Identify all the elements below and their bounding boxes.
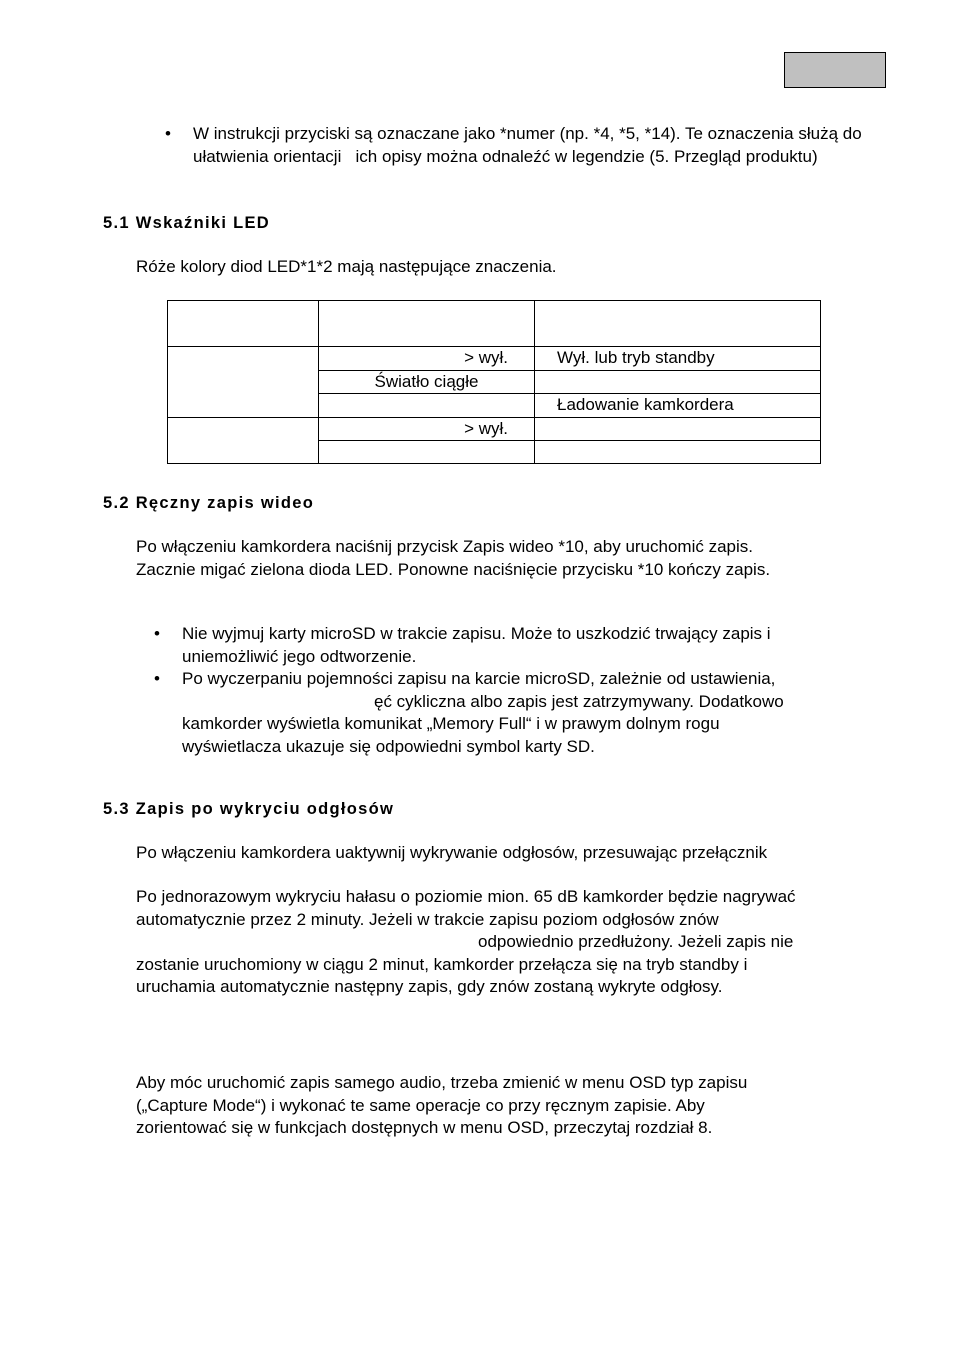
led-state-cell [319,394,535,418]
bullet-line: uniemożliwić jego odtworzenie. [182,646,417,666]
led-meaning-cell: Ładowanie kamkordera [535,394,821,418]
led-meaning-cell: Wył. lub tryb standby [535,347,821,371]
led-table-header-cell [319,301,535,347]
bullet-line: wyświetlacza ukazuje się odpowiedni symbol karty SD. [182,736,595,756]
paragraph-line: Po włączeniu kamkordera naciśnij przycisk Zapis wideo *10, aby uruchomić zapis. [136,537,753,556]
bullet-line: • Po wyczerpaniu pojemności zapisu na karcie microSD, zależnie od ustawienia, [182,669,776,688]
paragraph-line: Zacznie migać zielona dioda LED. Ponowne naciśnięcie przycisku *10 kończy zapis. [136,559,771,579]
paragraph-line: zorientować się w funkcjach dostępnych w menu OSD, przeczytaj rozdział 8. [136,1118,713,1137]
bullet-line: kamkorder wyświetla komunikat „Memory Full“ i w prawym dolnym rogu [182,714,720,733]
section-5-2-bullet-list [182,623,882,758]
language-marker-box [784,52,886,88]
section-5-2-heading: 5.2 Ręczny zapis wideo [103,494,315,512]
led-table [167,300,821,464]
led-meaning-cell [535,417,821,441]
section-5-1-intro: Róże kolory diod LED*1*2 mają następujące znaczenia. [136,257,557,276]
paragraph-line: Po jednorazowym wykryciu hałasu o poziomie mion. 65 dB kamkorder będzie nagrywać [136,887,796,906]
warning-bullet-item [182,623,882,668]
section-5-1-heading: 5.1 Wskaźniki LED [103,214,270,232]
warning-bullet-item [182,668,882,758]
led-state-cell: > wył. [319,347,535,371]
led-table-row [168,417,821,441]
paragraph-line: odpowiednio przedłużony. Jeżeli zapis nie [478,932,794,951]
bullet-line: ęć cykliczna albo zapis jest zatrzymywany. Dodatkowo [374,691,784,711]
led-table-header-row [168,301,821,347]
intro-bullet-item: • W instrukcji przyciski są oznaczane jako *numer (np. *4, *5, *14). Te oznaczenia służą do ułatwienia orientacji ich opisy można odnaleźć w legendzie (5. Przegląd produktu) [193,123,893,168]
led-meaning-cell [535,370,821,394]
led-color-cell [168,417,319,464]
led-table-header-cell [168,301,319,347]
paragraph-line: automatycznie przez 2 minuty. Jeżeli w trakcie zapisu poziom odgłosów znów [136,909,719,929]
paragraph-line: zostanie uruchomiony w ciągu 2 minut, kamkorder przełącza się na tryb standby i [136,954,748,974]
section-5-2-paragraph [136,536,896,581]
paragraph-line: Aby móc uruchomić zapis samego audio, trzeba zmienić w menu OSD typ zapisu [136,1073,748,1092]
section-5-3-heading: 5.3 Zapis po wykryciu odgłosów [103,800,395,818]
led-state-cell [319,441,535,464]
section-5-3-paragraph-2 [136,886,916,999]
intro-bullet-list [193,123,893,168]
led-meaning-cell [535,441,821,464]
led-table-header-cell [535,301,821,347]
led-table-row [168,347,821,371]
paragraph-line: uruchamia automatycznie następny zapis, gdy znów zostaną wykryte odgłosy. [136,977,723,996]
section-5-3-paragraph-1: Po włączeniu kamkordera uaktywnij wykrywanie odgłosów, przesuwając przełącznik [136,843,768,862]
bullet-line: • Nie wyjmuj karty microSD w trakcie zapisu. Może to uszkodzić trwający zapis i [182,624,771,643]
paragraph-line: („Capture Mode“) i wykonać te same operacje co przy ręcznym zapisie. Aby [136,1095,705,1115]
audio-recording-paragraph [136,1072,896,1140]
led-state-cell: > wył. [319,417,535,441]
led-color-cell [168,347,319,418]
led-state-cell: Światło ciągłe [319,370,535,394]
